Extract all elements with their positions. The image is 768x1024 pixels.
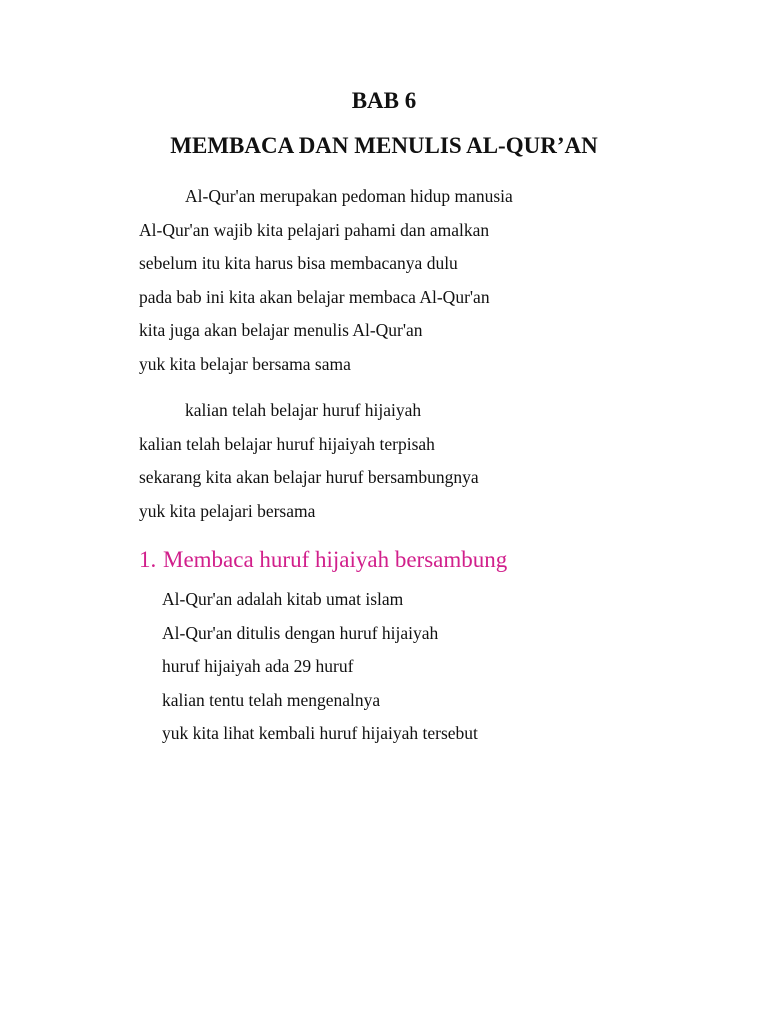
paragraph-line: pada bab ini kita akan belajar membaca Al-Qur'an [139, 286, 490, 307]
paragraph-line: kalian telah belajar huruf hijaiyah [185, 400, 422, 420]
second-paragraph [139, 394, 739, 528]
paragraph-line: yuk kita belajar bersama sama [139, 353, 351, 374]
paragraph-line: sebelum itu kita harus bisa membacanya dulu [139, 253, 458, 274]
paragraph-line: kita juga akan belajar menulis Al-Qur'an [139, 320, 423, 341]
paragraph-line: kalian telah belajar huruf hijaiyah terpisah [139, 433, 435, 454]
paragraph-line: kalian tentu telah mengenalnya [162, 689, 381, 710]
section-number: 1. [139, 547, 157, 572]
paragraph-line: Al-Qur'an ditulis dengan huruf hijaiyah [162, 622, 439, 643]
section-paragraph [162, 583, 762, 751]
chapter-label: BAB 6 [351, 88, 417, 113]
paragraph-line: Al-Qur'an merupakan pedoman hidup manusia [185, 186, 513, 206]
paragraph-line: sekarang kita akan belajar huruf bersambungnya [139, 467, 479, 488]
section-heading [139, 543, 507, 577]
intro-paragraph [139, 180, 739, 382]
paragraph-line: huruf hijaiyah ada 29 huruf [162, 656, 354, 677]
paragraph-line: Al-Qur'an adalah kitab umat islam [162, 589, 404, 609]
paragraph-line: yuk kita lihat kembali huruf hijaiyah tersebut [162, 723, 478, 744]
paragraph-line: yuk kita pelajari bersama [139, 500, 316, 521]
section-heading-text: Membaca huruf hijaiyah bersambung [163, 547, 508, 572]
chapter-title: MEMBACA DAN MENULIS AL-QUR’AN [170, 133, 598, 158]
paragraph-line: Al-Qur'an wajib kita pelajari pahami dan amalkan [139, 219, 490, 240]
